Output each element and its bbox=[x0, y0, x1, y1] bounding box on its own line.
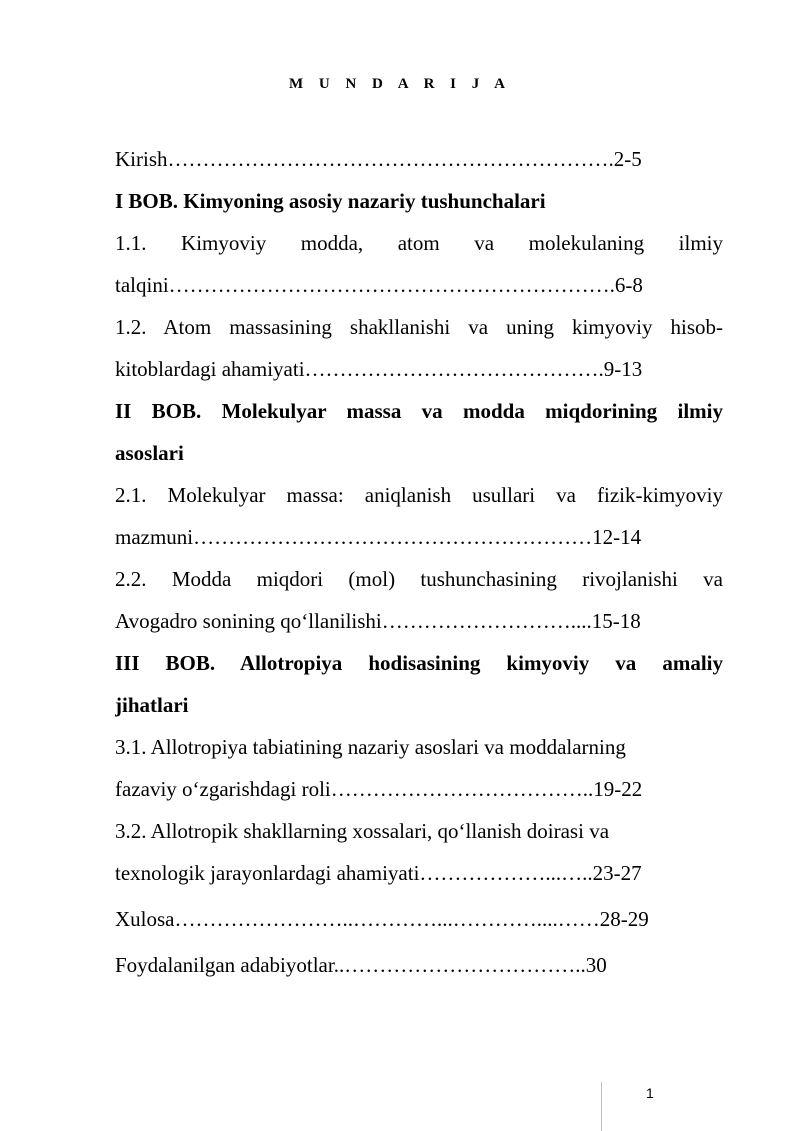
page-title: M U N D A R I J A bbox=[288, 76, 511, 92]
toc-chapter-3-heading-line-2: jihatlari bbox=[115, 693, 189, 717]
footer-divider bbox=[601, 1082, 602, 1131]
toc-entry-2-2-line-1: 2.2. Modda miqdori (mol) tushunchasining rivojlanishi va bbox=[115, 567, 723, 591]
toc-entry-1-1-line-1: 1.1. Kimyoviy modda, atom va molekulaning ilmiy bbox=[115, 231, 723, 255]
toc-entry-3-2-line-1: 3.2. Allotropik shakllarning xossalari, qo‘llanish doirasi va bbox=[115, 819, 610, 843]
page-number: 1 bbox=[646, 1085, 654, 1101]
toc-entry-3-1-line-2: fazaviy o‘zgarishdagi roli………………………………..19-22 bbox=[115, 777, 643, 801]
toc-entry-3-2-line-2: texnologik jarayonlardagi ahamiyati………………...…..23-27 bbox=[115, 861, 642, 885]
toc-chapter-2-heading-line-1: II BOB. Molekulyar massa va modda miqdorining ilmiy bbox=[115, 399, 723, 423]
toc-entry-xulosa: Xulosa……………………..…………...…………....……28-29 bbox=[115, 907, 649, 931]
toc-entry-adabiyotlar: Foydalanilgan adabiyotlar..……………………………..30 bbox=[115, 953, 607, 977]
toc-chapter-3-heading-line-1: III BOB. Allotropiya hodisasining kimyoviy va amaliy bbox=[115, 651, 723, 675]
toc-entry-1-1-line-2: talqini……………………………………………………….6-8 bbox=[115, 273, 643, 297]
toc-entry-1-2-line-1: 1.2. Atom massasining shakllanishi va uning kimyoviy hisob- bbox=[115, 315, 723, 339]
table-of-contents bbox=[115, 138, 723, 986]
toc-chapter-1-heading: I BOB. Kimyoning asosiy nazariy tushunchalari bbox=[115, 189, 546, 213]
toc-entry-2-2-line-2: Avogadro sonining qo‘llanilishi………………………....15-18 bbox=[115, 609, 641, 633]
toc-entry-kirish: Kirish……………………………………………………….2-5 bbox=[115, 147, 642, 171]
toc-chapter-2-heading-line-2: asoslari bbox=[115, 441, 184, 465]
toc-entry-2-1-line-1: 2.1. Molekulyar massa: aniqlanish usullari va fizik-kimyoviy bbox=[115, 483, 723, 507]
toc-entry-1-2-line-2: kitoblardagi ahamiyati…………………………………….9-13 bbox=[115, 357, 643, 381]
toc-entry-2-1-line-2: mazmuni…………………………………………………12-14 bbox=[115, 525, 642, 549]
toc-entry-3-1-line-1: 3.1. Allotropiya tabiatining nazariy asoslari va moddalarning bbox=[115, 735, 626, 759]
